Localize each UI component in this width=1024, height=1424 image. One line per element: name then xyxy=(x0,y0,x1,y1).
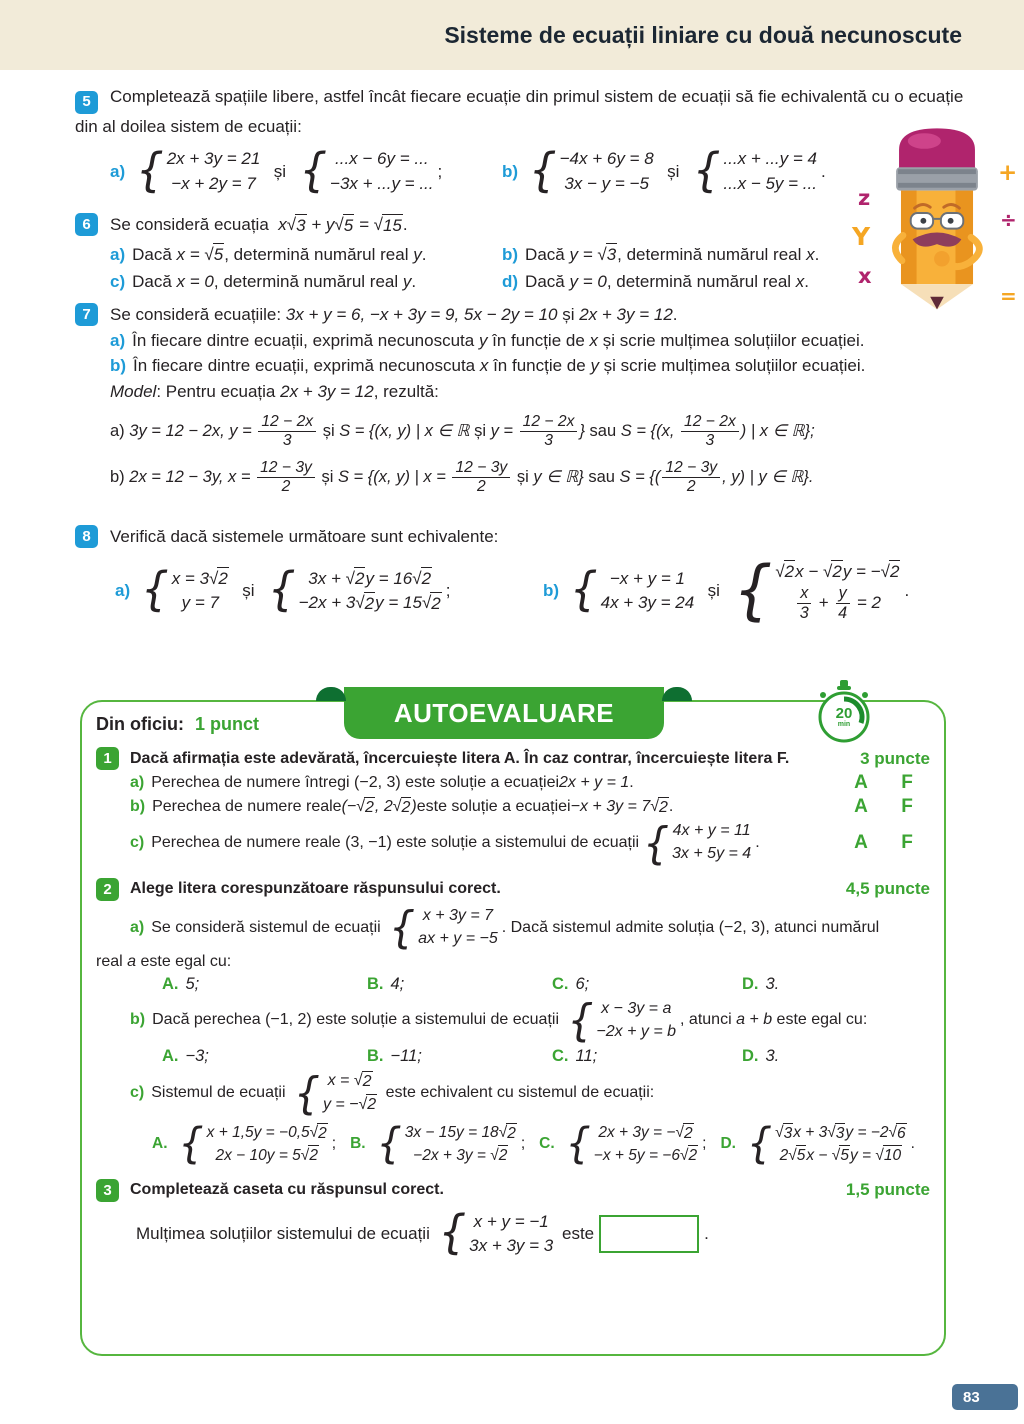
question-number-badge: 3 xyxy=(96,1179,119,1202)
option-A[interactable] xyxy=(162,975,367,994)
question-number-badge: 2 xyxy=(96,878,119,901)
question-number-badge: 1 xyxy=(96,747,119,770)
q2-statement-b: Dacă perechea (−1, 2) este soluție a sistemului de ecuații { x − 3y = a −2x + y = b , atunci a + b este egal cu: xyxy=(152,994,868,1046)
decor-letter-y: Y xyxy=(852,222,871,251)
decor-symbol-equals: = xyxy=(1000,284,1017,308)
timer-label xyxy=(814,706,874,728)
exercise-6-equation: Se consideră ecuația x √ 3 + y √ 5 = √ 15 . xyxy=(110,215,408,235)
exercise-5-item-a xyxy=(110,144,502,198)
q1-row-b xyxy=(96,796,930,818)
option-C[interactable] xyxy=(552,1047,742,1066)
item-label-b: b) xyxy=(110,356,127,375)
item-label-a: a) xyxy=(110,161,126,181)
exercise-7-equations: Se consideră ecuațiile: 3x + y = 6, −x + 3y = 9, 5x − 2y = 10 și 2x + 3y = 12 . xyxy=(110,305,678,324)
option-system: { 3x − 15y = 18 √ 2 −2x + 3y = √ 2 ; xyxy=(376,1119,526,1168)
self-assessment-box xyxy=(80,697,946,1356)
q2-a-options xyxy=(96,975,930,994)
q1-row-a xyxy=(96,772,930,794)
item-label-b: b) xyxy=(502,244,519,264)
question-2-points: 4,5 puncte xyxy=(845,879,930,899)
option-value: 3. xyxy=(765,1047,780,1066)
option-letter: D. xyxy=(742,974,759,993)
item-label-c: c) xyxy=(130,1084,145,1102)
exercise-8-item-b xyxy=(543,553,910,629)
timer-minutes: 20 xyxy=(835,705,853,722)
option-system: { √ 3 x + 3 √ 3 y = −2 √ 6 2 √ 5 x − √ 5 y = √ 10 . xyxy=(746,1119,915,1168)
option-A[interactable] xyxy=(152,1119,337,1168)
chapter-title: Sisteme de ecuații liniare cu două necunoscute xyxy=(444,21,962,48)
item-label-b: b) xyxy=(130,798,146,815)
q2-item-a xyxy=(96,901,930,953)
option-letter: D. xyxy=(742,1047,759,1066)
exercise-number-badge: 5 xyxy=(75,91,98,114)
answer-true-b[interactable]: A xyxy=(854,796,868,817)
option-B[interactable] xyxy=(350,1119,526,1168)
item-text: În fiecare dintre ecuații, exprimă necunoscuta x în funcție de y și scrie mulțimea soluțiilor ecuației. xyxy=(133,356,866,375)
decor-symbol-divide: ÷ xyxy=(1000,208,1017,232)
option-value: 3. xyxy=(765,974,780,993)
option-letter: B. xyxy=(367,1047,384,1066)
exercise-6-item-a xyxy=(110,242,502,268)
exercise-6-items xyxy=(75,242,967,295)
default-points-label: Din oficiu: xyxy=(96,714,184,734)
autoevaluare-title: AUTOEVALUARE xyxy=(393,697,615,728)
exercise-7-model-intro xyxy=(75,379,967,405)
question-1-points: 3 puncte xyxy=(860,748,930,768)
q2-statement-c: Sistemul de ecuații { x = √ 2 y = − √ 2 este echivalent cu sistemul de ecuații: xyxy=(151,1067,655,1119)
exercise-7-model-line-a xyxy=(75,413,967,450)
exercise-6-item-d xyxy=(502,269,967,295)
item-label-b: b) xyxy=(543,581,560,601)
exercise-7-model-line-b xyxy=(75,459,967,496)
exercise-6-statement xyxy=(75,212,967,238)
q3-statement: Mulțimea soluțiilor sistemului de ecuații { x + y = −1 3x + 3y = 3 este xyxy=(136,1206,595,1260)
option-value: 11; xyxy=(575,1047,598,1066)
option-letter: B. xyxy=(367,974,384,993)
question-3-title: Completează caseta cu răspunsul corect. xyxy=(130,1181,444,1198)
option-letter: A. xyxy=(152,1135,168,1153)
q2-item-c xyxy=(96,1067,930,1119)
timer-unit: min xyxy=(837,721,851,728)
exercise-8-statement xyxy=(75,524,967,550)
exercise-8-text: Verifică dacă sistemele următoare sunt echivalente: xyxy=(110,527,499,546)
exercise-7-statement xyxy=(75,302,967,328)
item-label-b: b) xyxy=(130,1011,146,1029)
q1-statement-a: Perechea de numere întregi (−2, 3) este soluție a ecuației 2x + y = 1 . xyxy=(151,774,634,791)
model-intro-text: Model : Pentru ecuația 2x + 3y = 12 , rezultă: xyxy=(110,381,439,401)
item-label-c: c) xyxy=(130,833,145,851)
answer-true-c[interactable]: A xyxy=(854,831,868,853)
q2-statement-a: Se consideră sistemul de ecuații { x + 3y = 7 ax + y = −5 . Dacă sistemul admite soluția (−2, 3), atunci numărul xyxy=(151,901,880,953)
option-letter: C. xyxy=(552,974,569,993)
option-value: 4; xyxy=(390,974,405,993)
decor-letter-z: z xyxy=(858,186,871,210)
option-C[interactable] xyxy=(539,1119,707,1168)
item-text: Dacă x = 0 , determină numărul real y . xyxy=(132,272,417,291)
item-label-a: a) xyxy=(110,330,126,350)
exercise-8-item-a xyxy=(115,563,543,617)
math-systems-b: { −4x + 6y = 8 3x − y = −5 și { ...x + ...y = 4 ...x − 5y = ... . xyxy=(529,144,826,198)
math-systems-b: { −x + y = 1 4x + 3y = 24 și { √ 2 x − √ 2 y = − √ 2 $\frac{x}{3}$ + $\frac{y}{4}$ = 2 . xyxy=(570,553,910,629)
option-B[interactable] xyxy=(367,975,552,994)
option-A[interactable] xyxy=(162,1047,367,1066)
exercise-8 xyxy=(75,524,967,629)
page-header xyxy=(0,0,1024,70)
option-value: 6; xyxy=(575,974,590,993)
option-letter: A. xyxy=(162,1047,179,1066)
item-label-d: d) xyxy=(502,272,519,291)
q1-statement-c: Perechea de numere reale (3, −1) este soluție a sistemului de ecuații { 4x + y = 11 3x + 5y = 4 . xyxy=(151,817,760,868)
exercise-5-statement xyxy=(75,84,967,139)
question-3-header xyxy=(96,1179,930,1202)
item-text: Dacă y = √ 3 , determină numărul real x . xyxy=(525,244,820,265)
item-label-c: c) xyxy=(110,272,126,291)
q3-period: . xyxy=(704,1223,709,1243)
page-number-badge xyxy=(952,1384,1018,1410)
math-systems-a: { 2x + 3y = 21 −x + 2y = 7 și { ...x − 6y = ... −3x + ...y = ... ; xyxy=(136,144,443,198)
decor-letter-x: x xyxy=(858,264,872,288)
question-2-title: Alege litera corespunzătoare răspunsului corect. xyxy=(130,880,501,898)
q1-row-c xyxy=(96,817,930,868)
q2-c-options xyxy=(96,1119,930,1168)
option-B[interactable] xyxy=(367,1047,552,1066)
q2-item-b xyxy=(96,994,930,1046)
item-label-a: a) xyxy=(115,581,131,601)
question-3-points: 1,5 puncte xyxy=(845,1180,930,1199)
exercise-7-item-a xyxy=(75,328,967,354)
option-system: { x + 1,5y = −0,5 √ 2 2x − 10y = 5 √ 2 ; xyxy=(178,1119,337,1168)
q3-statement-row xyxy=(96,1206,930,1260)
exercise-5-systems xyxy=(75,144,967,198)
exercise-6-item-b xyxy=(502,242,967,268)
item-label-a: a) xyxy=(130,774,145,791)
answer-false-b[interactable]: F xyxy=(901,796,913,817)
option-letter: D. xyxy=(720,1135,736,1153)
option-value: −11; xyxy=(390,1047,422,1066)
exercise-7-item-b xyxy=(75,353,967,379)
option-D[interactable] xyxy=(742,1047,779,1066)
option-letter: A. xyxy=(162,974,179,993)
item-label-a: a) xyxy=(110,244,126,264)
option-value: −3; xyxy=(185,1047,209,1066)
option-letter: C. xyxy=(552,1047,569,1066)
exercise-number-badge: 6 xyxy=(75,213,98,236)
q2-b-options xyxy=(96,1047,930,1066)
autoevaluare-banner xyxy=(344,687,664,739)
exercise-6 xyxy=(75,212,967,295)
item-label-b: b) xyxy=(502,161,519,181)
item-text: În fiecare dintre ecuații, exprimă necunoscuta y în funcție de x și scrie mulțimea soluțiilor ecuației. xyxy=(132,330,865,350)
exercise-number-badge: 7 xyxy=(75,303,98,326)
answer-false-a[interactable]: F xyxy=(901,772,913,793)
model-line-b-math: b) 2x = 12 − 3y, x = $\frac{12 - 3y}{2}$ și S = {(x, y) | x = $\frac{12 - 3y}{2}$ și y ∈ ℝ} sau S = {( $\frac{12 - 3y}{2}$ , y) | y ∈ ℝ}. xyxy=(110,459,814,496)
default-points-value: 1 punct xyxy=(195,714,260,734)
timer-icon xyxy=(814,678,874,744)
exercise-number-badge: 8 xyxy=(75,525,98,548)
option-system: { 2x + 3y = − √ 2 −x + 5y = −6 √ 2 ; xyxy=(565,1119,707,1168)
exercise-6-item-c xyxy=(110,269,502,295)
exercise-7 xyxy=(75,302,967,496)
q2-statement-a-continuation: real a este egal cu: xyxy=(96,952,232,970)
question-1-header xyxy=(96,747,930,770)
model-line-a-math: a) 3y = 12 − 2x, y = $\frac{12 - 2x}{3}$ și S = {(x, y) | x ∈ ℝ și y = $\frac{12 - 2x}{3}$ } sau S = {(x, $\frac{12 - 2x}{3}$ ) | x ∈ ℝ}; xyxy=(110,413,815,450)
option-C[interactable] xyxy=(552,975,742,994)
item-label-a: a) xyxy=(130,918,145,936)
item-text: Dacă x = √ 5 , determină numărul real y . xyxy=(132,244,427,265)
option-letter: B. xyxy=(350,1135,366,1153)
exercise-8-systems xyxy=(75,553,967,629)
exercise-5-text: Completează spațiile libere, astfel încât fiecare ecuație din primul sistem de ecuații să fie echivalentă cu o ecuație din al doilea sistem de ecuații: xyxy=(75,87,964,136)
answer-box[interactable] xyxy=(599,1215,699,1253)
question-2-header xyxy=(96,878,930,901)
option-letter: C. xyxy=(539,1135,555,1153)
answer-true-a[interactable]: A xyxy=(854,772,868,793)
answer-false-c[interactable]: F xyxy=(901,831,913,853)
item-text: Dacă y = 0 , determină numărul real x . xyxy=(525,272,810,291)
question-1-title: Dacă afirmația este adevărată, încercuiește litera A. În caz contrar, încercuiește litera F. xyxy=(130,749,790,767)
page-number: 83 xyxy=(963,1388,980,1406)
exercise-5 xyxy=(75,84,967,196)
math-systems-a: { x = 3 √ 2 y = 7 și { 3x + √ 2 y = 16 √ 2 −2x + 3 √ 2 y = 15 √ 2 ; xyxy=(141,563,451,617)
option-D[interactable] xyxy=(720,1119,915,1168)
decor-symbol-plus: + xyxy=(998,160,1018,186)
option-value: 5; xyxy=(185,974,200,993)
q1-statement-b: Perechea de numere reale (− √ 2 , 2 √ 2 ) este soluție a ecuației −x + 3y = 7 √ 2 . xyxy=(152,798,674,816)
option-D[interactable] xyxy=(742,975,779,994)
exercise-5-item-b xyxy=(502,144,826,198)
